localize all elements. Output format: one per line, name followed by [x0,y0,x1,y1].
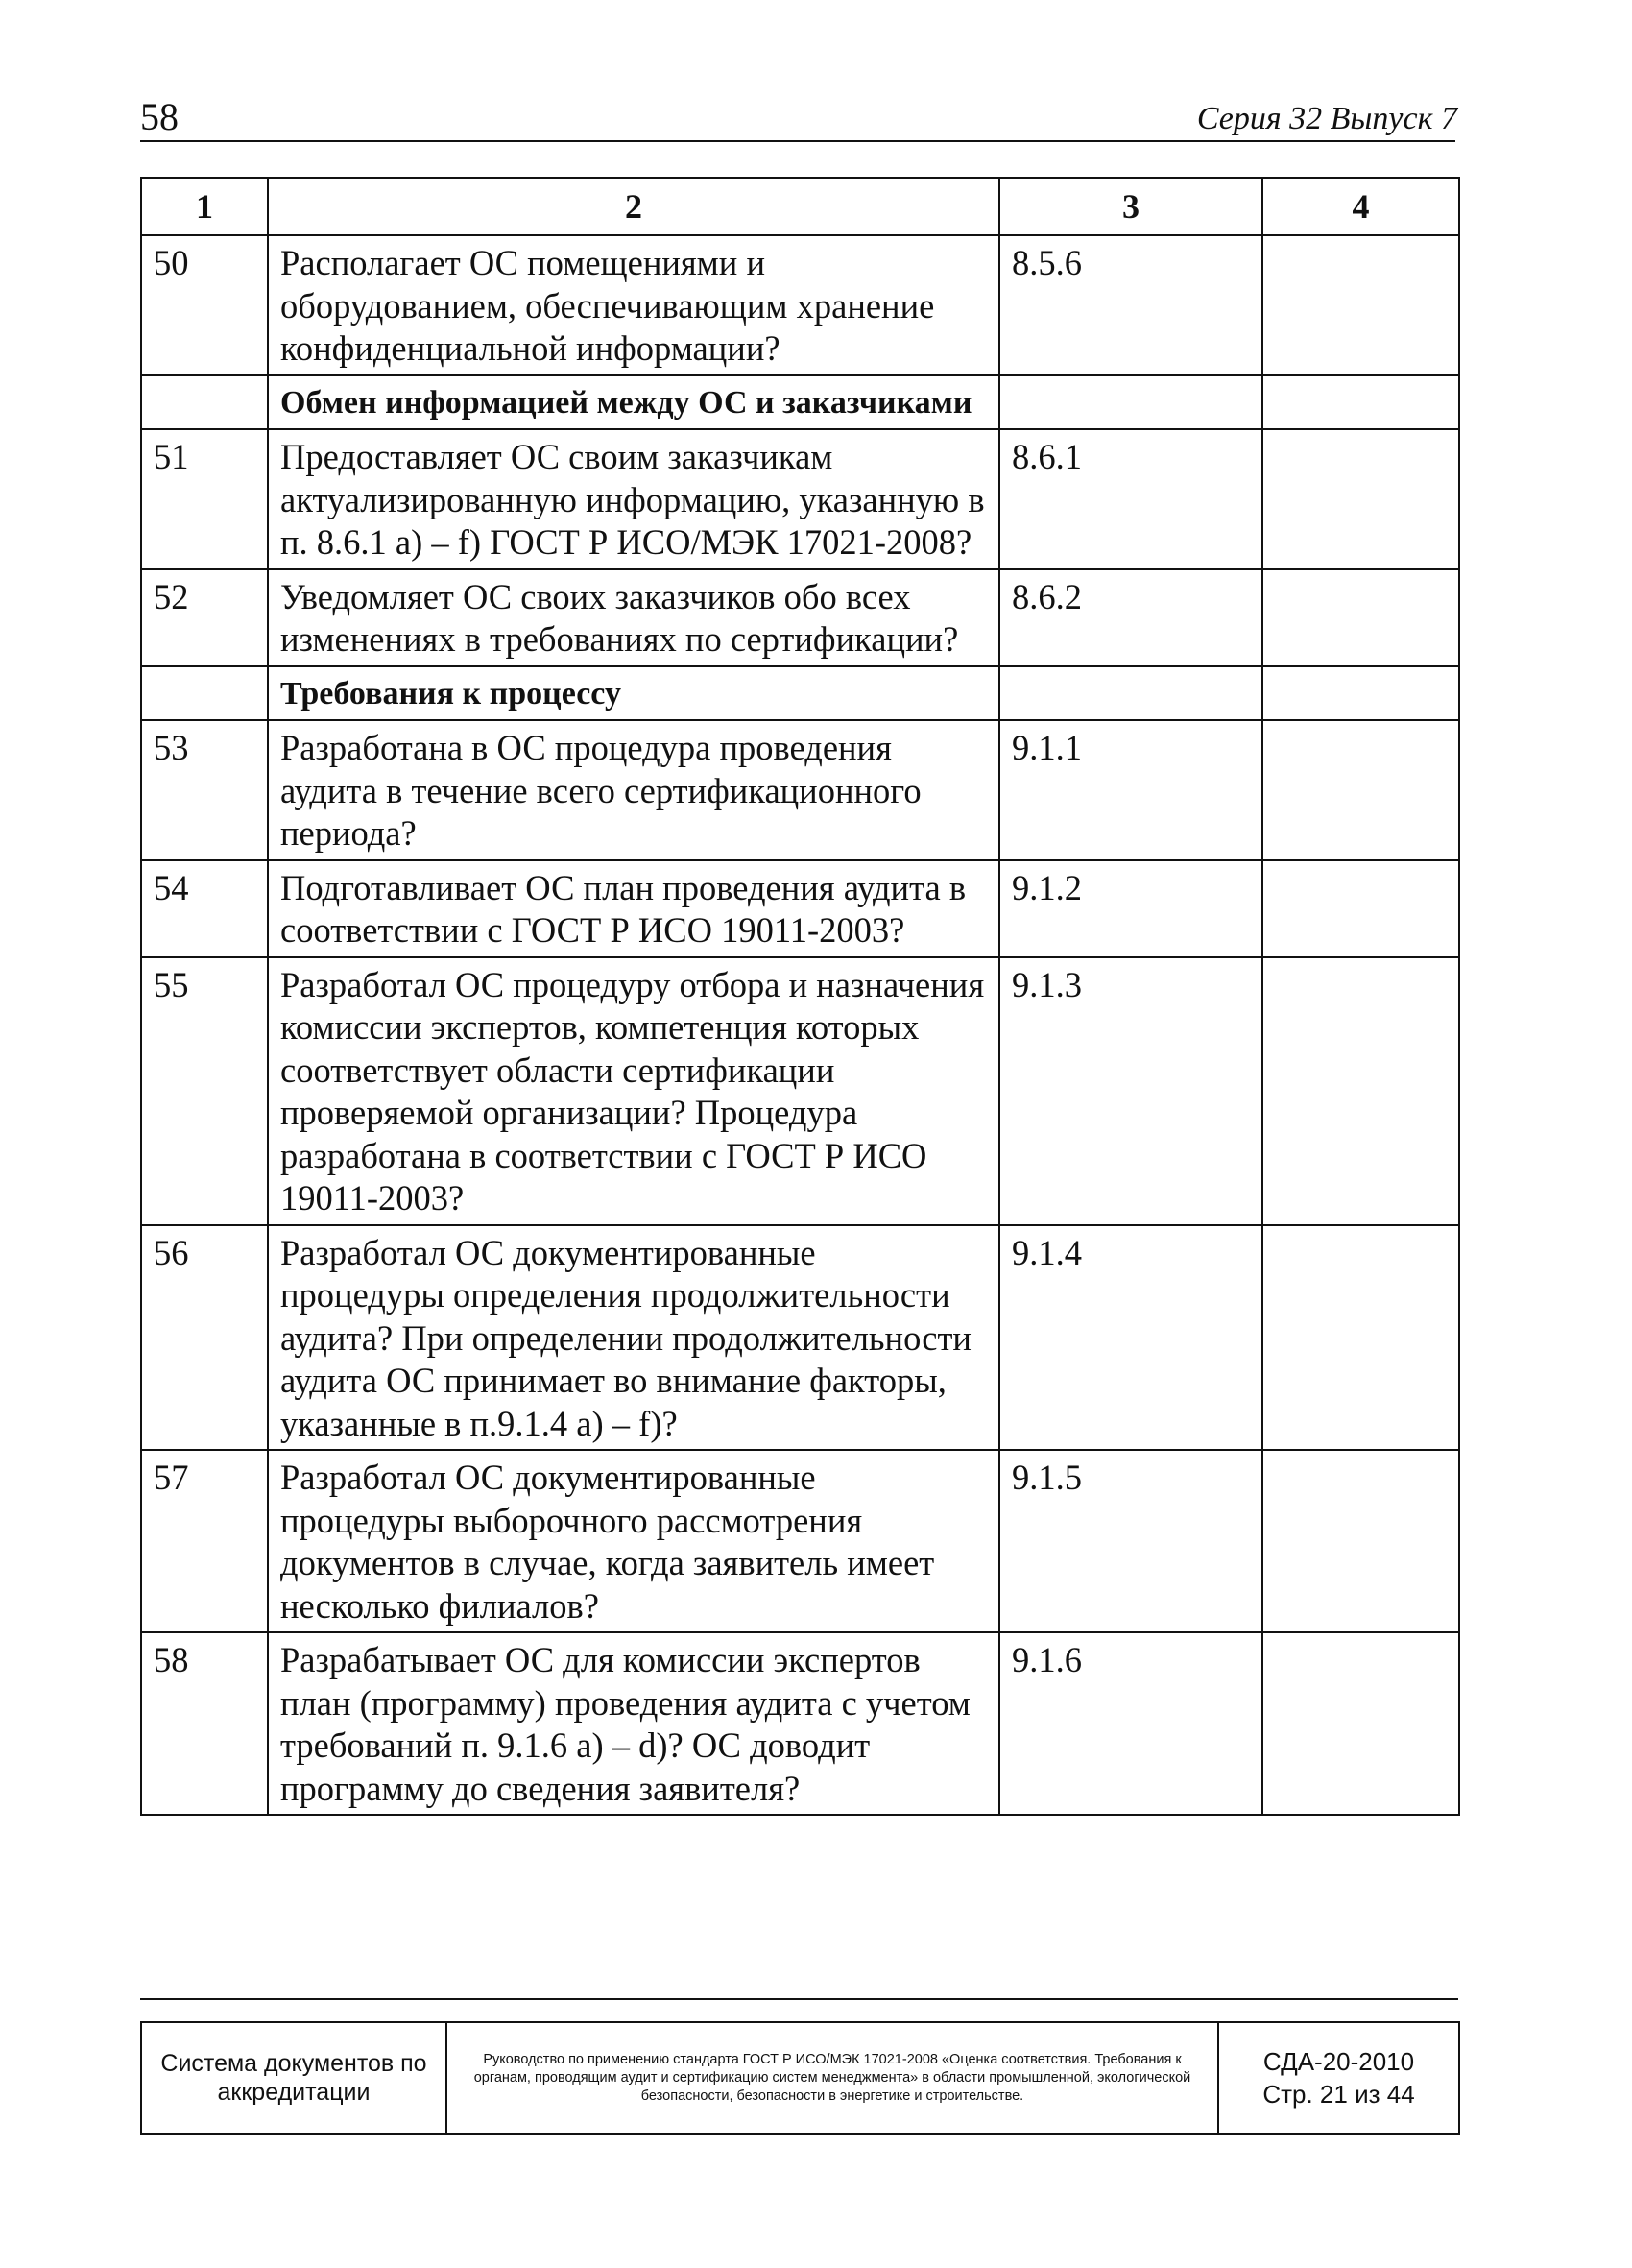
table-row [141,720,1459,860]
assessment-cell [1262,666,1459,721]
footer-divider [140,1998,1458,2000]
footer-document-info [1218,2022,1459,2134]
clause-reference: 9.1.6 [999,1632,1262,1815]
table-row [141,957,1459,1225]
clause-reference: 8.6.2 [999,569,1262,666]
column-header-1: 1 [141,178,268,235]
row-number [141,375,268,430]
footer-document-code: СДА-20-2010 [1262,2047,1415,2076]
assessment-cell [1262,860,1459,957]
row-number: 50 [141,235,268,375]
series-title: Серия 32 Выпуск 7 [1196,101,1457,136]
assessment-cell [1262,1450,1459,1632]
checklist-table [140,177,1460,1816]
row-number: 55 [141,957,268,1225]
assessment-cell [1262,235,1459,375]
header-divider [140,140,1455,142]
table-row [141,860,1459,957]
assessment-cell [1262,429,1459,569]
row-number: 52 [141,569,268,666]
assessment-cell [1262,720,1459,860]
clause-reference: 8.5.6 [999,235,1262,375]
table-row [141,569,1459,666]
clause-reference: 9.1.5 [999,1450,1262,1632]
requirement-text: Разработана в ОС процедура проведения аудита в течение всего сертификационного периода? [268,720,999,860]
clause-reference: 8.6.1 [999,429,1262,569]
section-title: Обмен информацией между ОС и заказчиками [268,375,999,430]
column-header-4: 4 [1262,178,1459,235]
table-row [141,1632,1459,1815]
table-row [141,429,1459,569]
table-row [141,1450,1459,1632]
checklist-table-body [141,178,1459,1815]
page-number: 58 [140,95,179,138]
document-footer [140,2021,1460,2135]
section-title: Требования к процессу [268,666,999,721]
column-header-row [141,178,1459,235]
requirement-text: Располагает ОС помещениями и оборудованием, обеспечивающим хранение конфиденциальной информации? [268,235,999,375]
requirement-text: Разрабатывает ОС для комиссии экспертов план (программу) проведения аудита с учетом требований п. 9.1.6 а) – d)? ОС доводит программу до сведения заявителя? [268,1632,999,1815]
clause-reference: 9.1.4 [999,1225,1262,1451]
column-header-2: 2 [268,178,999,235]
requirement-text: Разработал ОС документированные процедуры выборочного рассмотрения документов в случае, когда заявитель имеет несколько филиалов? [268,1450,999,1632]
row-number: 58 [141,1632,268,1815]
footer-document-title: Руководство по применению стандарта ГОСТ Р ИСО/МЭК 17021-2008 «Оценка соответствия. Требования к органам, проводящим аудит и сертификацию систем менеджмента» в области промышленной, экологической безопасности, безопасности в энергетике и строительстве. [446,2022,1218,2134]
footer-system-name: Система документов по аккредитации [141,2022,446,2134]
table-row [141,235,1459,375]
clause-reference: 9.1.1 [999,720,1262,860]
section-row [141,375,1459,430]
assessment-cell [1262,957,1459,1225]
clause-reference: 9.1.3 [999,957,1262,1225]
footer-page-count: Стр. 21 из 44 [1262,2080,1415,2109]
row-number: 57 [141,1450,268,1632]
clause-reference [999,666,1262,721]
requirement-text: Разработал ОС процедуру отбора и назначения комиссии экспертов, компетенция которых соответствует области сертификации проверяемой организации? Процедура разработана в соответствии с ГОСТ Р ИСО 19011-2003? [268,957,999,1225]
section-row [141,666,1459,721]
assessment-cell [1262,1632,1459,1815]
requirement-text: Уведомляет ОС своих заказчиков обо всех изменениях в требованиях по сертификации? [268,569,999,666]
clause-reference: 9.1.2 [999,860,1262,957]
row-number: 53 [141,720,268,860]
row-number [141,666,268,721]
column-header-3: 3 [999,178,1262,235]
row-number: 56 [141,1225,268,1451]
assessment-cell [1262,569,1459,666]
table-row [141,1225,1459,1451]
requirement-text: Подготавливает ОС план проведения аудита в соответствии с ГОСТ Р ИСО 19011-2003? [268,860,999,957]
clause-reference [999,375,1262,430]
row-number: 51 [141,429,268,569]
row-number: 54 [141,860,268,957]
requirement-text: Предоставляет ОС своим заказчикам актуализированную информацию, указанную в п. 8.6.1 а) – f) ГОСТ Р ИСО/МЭК 17021-2008? [268,429,999,569]
requirement-text: Разработал ОС документированные процедуры определения продолжительности аудита? При определении продолжительности аудита ОС принимает во внимание факторы, указанные в п.9.1.4 а) – f)? [268,1225,999,1451]
assessment-cell [1262,1225,1459,1451]
assessment-cell [1262,375,1459,430]
